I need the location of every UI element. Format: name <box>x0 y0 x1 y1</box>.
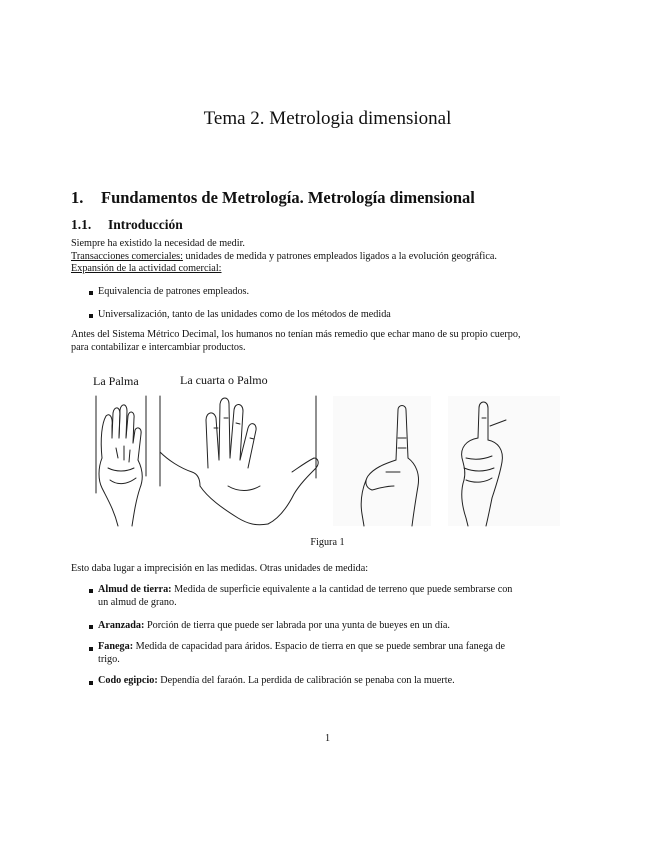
unit-desc: Porción de tierra que puede ser labrada por una yunta de bueyes en un día. <box>144 620 450 631</box>
unit-desc-cont: trigo. <box>98 653 120 665</box>
unit-item-almud <box>98 584 582 609</box>
bullet-marker <box>89 589 93 593</box>
unit-term: Aranzada: <box>98 620 145 631</box>
unit-item-codo <box>98 675 582 688</box>
bullet-item: Universalización, tanto de las unidades como de los métodos de medida <box>98 309 391 320</box>
transacciones-text: unidades de medida y patrones empleados ligados a la evolución geográfica. <box>182 250 497 262</box>
bullet-marker <box>89 681 93 685</box>
unit-item-fanega <box>98 641 582 666</box>
lead-paragraph: Esto daba lugar a imprecisión en las medidas. Otras unidades de medida: <box>71 563 369 574</box>
intro-block <box>71 238 497 276</box>
unit-desc: Medida de superficie equivalente a la cantidad de terreno que puede sembrarse con <box>171 584 513 595</box>
paragraph-line-2: para contabilizar e intercambiar productos. <box>71 341 246 353</box>
page-number: 1 <box>324 733 331 744</box>
unit-desc: Medida de capacidad para áridos. Espacio de tierra en que se puede sembrar una fanega de <box>133 641 506 652</box>
section-number: 1. <box>71 188 84 207</box>
paragraph-line-1: Antes del Sistema Métrico Decimal, los humanos no tenían más remedio que echar mano de su propio cuerpo, <box>71 329 521 340</box>
subsection-title: Introducción <box>108 217 183 232</box>
intro-line-1: Siempre ha existido la necesidad de medir. <box>71 238 245 249</box>
finger-hand-drawing <box>333 396 431 526</box>
unit-item-aranzada <box>98 620 582 633</box>
bullet-marker <box>89 625 93 629</box>
transacciones-label: Transacciones comerciales: <box>71 250 183 262</box>
unit-term: Codo egipcio: <box>98 675 158 686</box>
span-hand-drawing <box>160 396 318 525</box>
bullet-marker <box>89 291 93 295</box>
bullet-marker <box>89 647 93 651</box>
bullet-marker <box>89 314 93 318</box>
label-cuarta: La cuarta o Palmo <box>180 373 268 387</box>
subsection-heading <box>71 217 183 233</box>
unit-term: Fanega: <box>98 641 134 652</box>
palm-hand-drawing <box>96 396 146 526</box>
section-heading <box>71 188 475 208</box>
intro-line-2 <box>71 251 497 264</box>
unit-desc-cont: un almud de grano. <box>98 596 177 608</box>
subsection-number: 1.1. <box>71 217 92 232</box>
section-title: Fundamentos de Metrología. Metrología dimensional <box>101 188 475 207</box>
expansion-label: Expansión de la actividad comercial: <box>71 263 222 274</box>
unit-desc: Dependía del faraón. La perdida de calibración se penaba con la muerte. <box>157 675 455 686</box>
document-title: Tema 2. Metrologia dimensional <box>203 108 452 129</box>
bullet-item: Equivalencia de patrones empleados. <box>98 286 250 297</box>
figure-caption: Figura 1 <box>310 537 345 548</box>
paragraph <box>71 329 521 354</box>
label-palma: La Palma <box>93 374 139 388</box>
thumb-hand-drawing <box>448 396 560 526</box>
unit-term: Almud de tierra: <box>98 584 172 595</box>
hands-figure <box>88 368 563 528</box>
